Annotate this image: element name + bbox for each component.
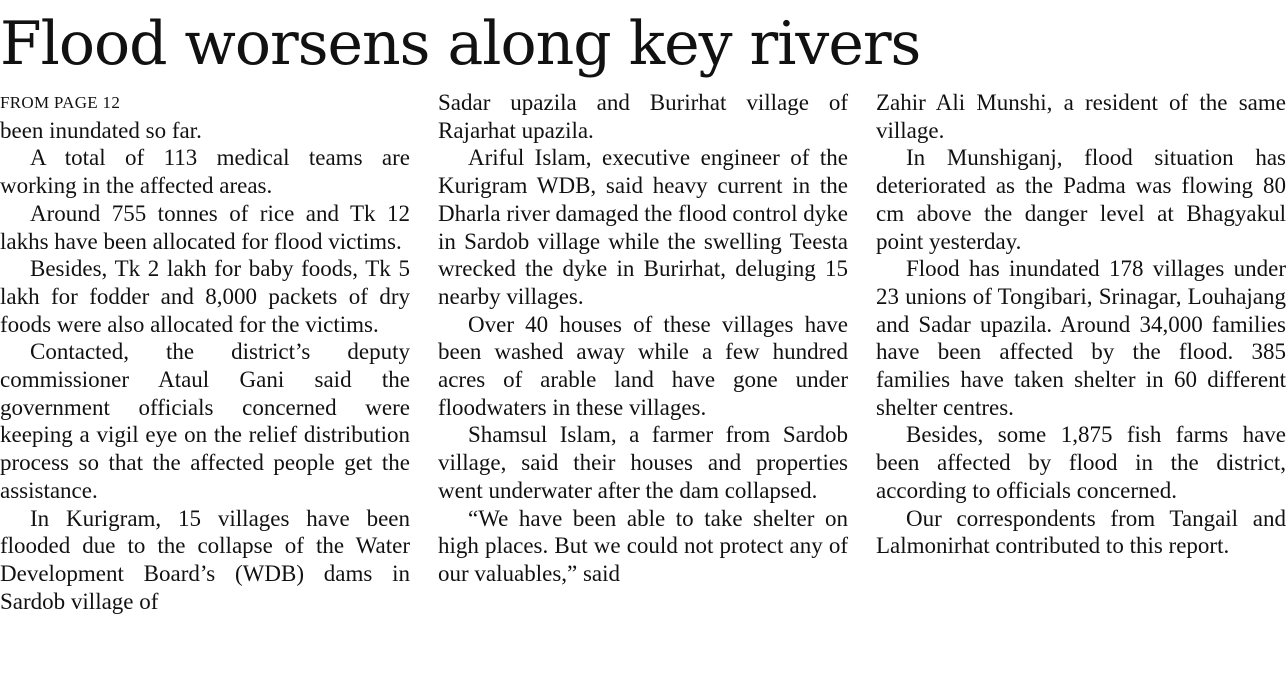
headline: Flood worsens along key rivers — [0, 9, 921, 79]
article-column-2 — [438, 89, 848, 588]
paragraph: Our correspondents from Tangail and Lalmonirhat contributed to this report. — [876, 505, 1286, 559]
paragraph: Besides, Tk 2 lakh for baby foods, Tk 5 lakh for fodder and 8,000 packets of dry foods were also allocated for the victims. — [0, 256, 410, 337]
paragraph: Zahir Ali Munshi, a resident of the same village. — [876, 90, 1286, 143]
jump-line: FROM PAGE 12 — [0, 93, 121, 112]
paragraph: Flood has inundated 178 villages under 23 unions of Tongibari, Srinagar, Louhajang and Sadar upazila. Around 34,000 families have been affected by the flood. 385 families have taken shelter in 60 different shelter centres. — [876, 256, 1286, 420]
paragraph: “We have been able to take shelter on high places. But we could not protect any of our valuables,” said — [438, 505, 848, 586]
paragraph: Around 755 tonnes of rice and Tk 12 lakhs have been allocated for flood victims. — [0, 200, 410, 254]
paragraph: In Kurigram, 15 villages have been flooded due to the collapse of the Water Development Board’s (WDB) dams in Sardob village of — [0, 505, 410, 614]
paragraph: Sadar upazila and Burirhat village of Rajarhat upazila. — [438, 90, 848, 143]
article-column-1 — [0, 89, 410, 615]
paragraph: Over 40 houses of these villages have been washed away while a few hundred acres of arable land have gone under floodwaters in these villages. — [438, 311, 848, 420]
article-column-3 — [876, 89, 1286, 560]
paragraph: been inundated so far. — [0, 117, 202, 143]
paragraph: Besides, some 1,875 fish farms have been affected by flood in the district, according to officials concerned. — [876, 422, 1286, 503]
paragraph: Contacted, the district’s deputy commissioner Ataul Gani said the government officials concerned were keeping a vigil eye on the relief distribution process so that the affected people get the assistance. — [0, 339, 410, 503]
paragraph: Ariful Islam, executive engineer of the Kurigram WDB, said heavy current in the Dharla river damaged the flood control dyke in Sardob village while the swelling Teesta wrecked the dyke in Burirhat, deluging 15 nearby villages. — [438, 145, 849, 309]
paragraph: In Munshiganj, flood situation has deteriorated as the Padma was flowing 80 cm above the danger level at Bhagyakul point yesterday. — [876, 145, 1286, 254]
paragraph: Shamsul Islam, a farmer from Sardob village, said their houses and properties went underwater after the dam collapsed. — [438, 422, 848, 503]
paragraph: A total of 113 medical teams are working in the affected areas. — [0, 145, 410, 199]
